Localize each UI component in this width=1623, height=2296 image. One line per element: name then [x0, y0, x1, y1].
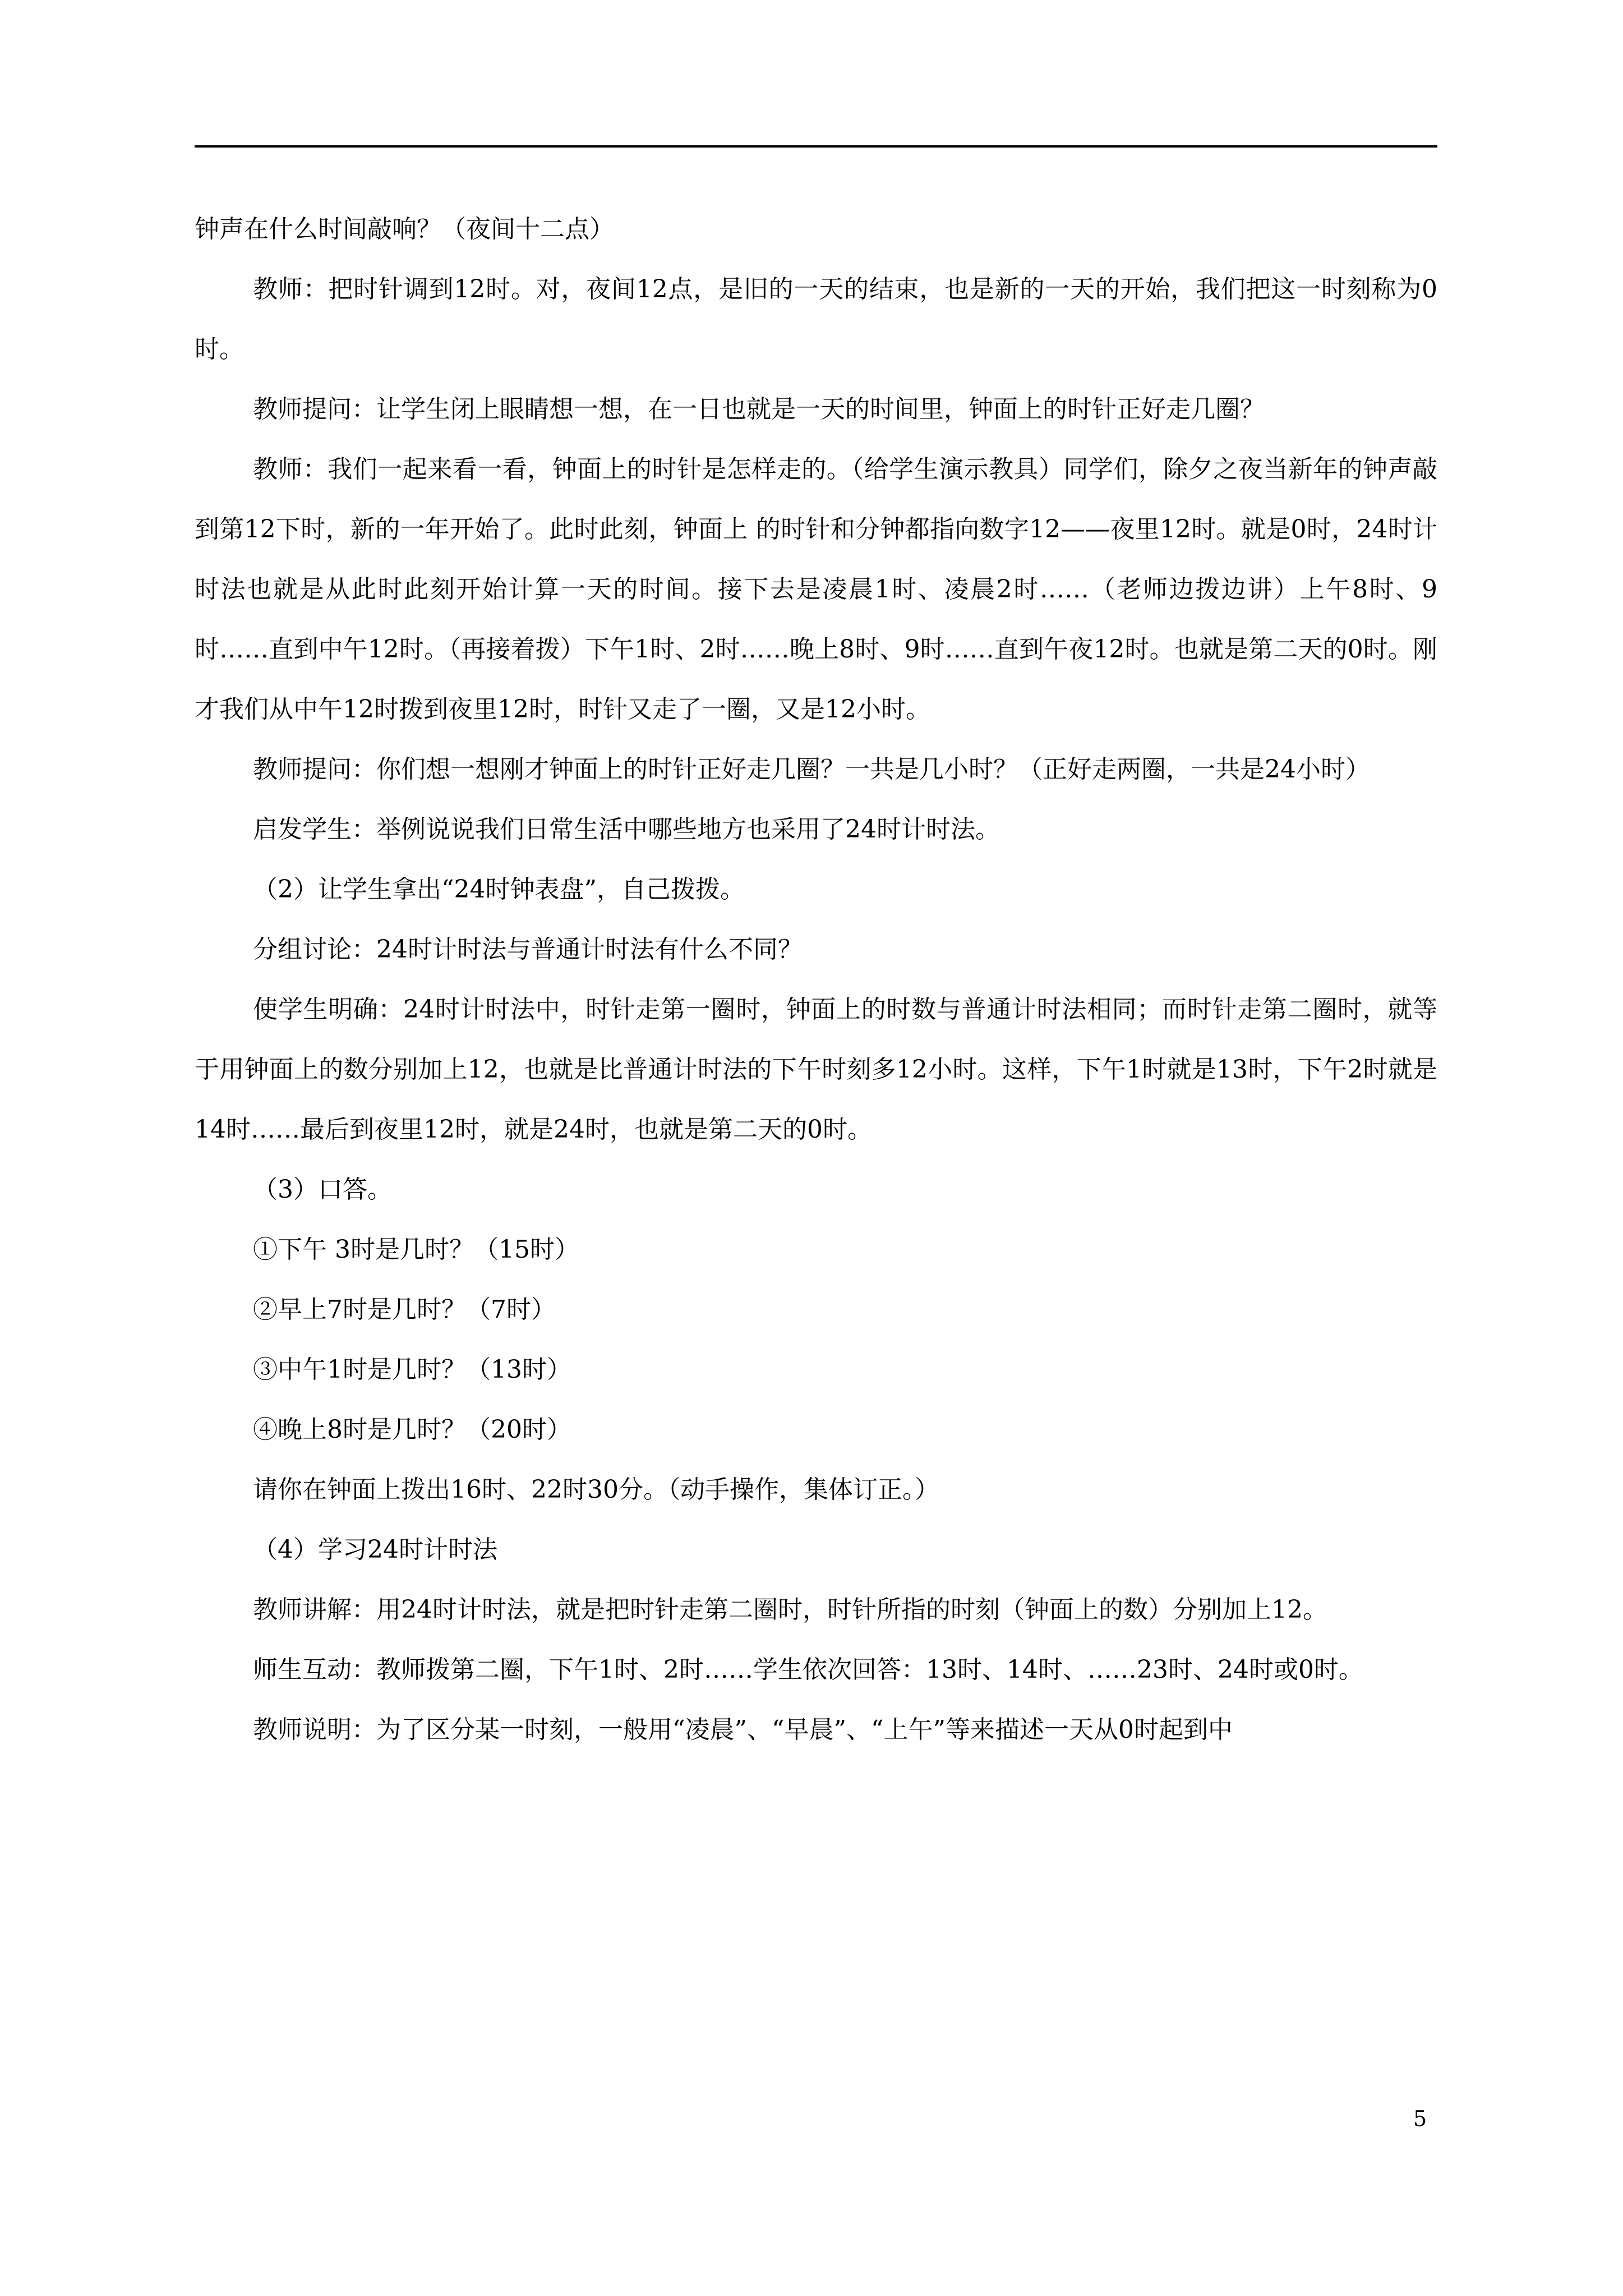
paragraph: ②早上7时是几时？（7时）	[253, 1295, 556, 1324]
paragraph: （3）口答。	[253, 1175, 392, 1204]
paragraph: 教师：我们一起来看一看，钟面上的时针是怎样走的。（给学生演示教具）同学们，除夕之夜当新年的钟声敲到第12下时，新的一年开始了。此时此刻，钟面上 的时针和分钟都指向数字12——夜里12时。就是0时，24时计时法也就是从此时此刻开始计算一天的时间。接下去是凌晨1时、凌晨2时……（老师边拨边讲）上午8时、9时……直到中午12时。（再接着拨）下午1时、2时……晚上8时、9时……直到午夜12时。也就是第二天的0时。刚才我们从中午12时拨到夜里12时，时针又走了一圈，又是12小时。	[195, 455, 1437, 724]
paragraph: 请你在钟面上拨出16时、22时30分。（动手操作，集体订正。）	[253, 1475, 939, 1504]
paragraph: 师生互动：教师拨第二圈，下午1时、2时……学生依次回答：13时、14时、……23时、24时或0时。	[253, 1655, 1363, 1684]
paragraph: 钟声在什么时间敲响？（夜间十二点）	[195, 215, 614, 243]
paragraph: 教师讲解：用24时计时法，就是把时针走第二圈时，时针所指的时刻（钟面上的数）分别加上12。	[253, 1595, 1327, 1624]
paragraph: 教师提问：让学生闭上眼睛想一想，在一日也就是一天的时间里，钟面上的时针正好走几圈？	[253, 395, 1265, 424]
paragraph: ④晚上8时是几时？（20时）	[253, 1415, 571, 1444]
paragraph: （4）学习24时计时法	[253, 1535, 497, 1564]
paragraph: （2）让学生拿出“24时钟表盘”，自己拨拨。	[253, 875, 745, 904]
paragraph: 教师提问：你们想一想刚才钟面上的时针正好走几圈？一共是几小时？（正好走两圈，一共是24小时）	[253, 755, 1370, 784]
paragraph: 启发学生：举例说说我们日常生活中哪些地方也采用了24时计时法。	[253, 815, 1000, 844]
paragraph: 教师：把时针调到12时。对，夜间12点，是旧的一天的结束，也是新的一天的开始，我们把这一时刻称为0时。	[195, 275, 1437, 364]
paragraph: ①下午 3时是几时？（15时）	[253, 1235, 579, 1264]
page-number: 5	[1413, 2106, 1427, 2131]
paragraph: ③中午1时是几时？（13时）	[253, 1355, 571, 1384]
paragraph: 教师说明：为了区分某一时刻，一般用“凌晨”、“早晨”、“上午”等来描述一天从0时起到中	[253, 1715, 1233, 1744]
header-rule	[195, 145, 1437, 148]
paragraph: 分组讨论：24时计时法与普通计时法有什么不同？	[253, 935, 803, 964]
paragraph: 使学生明确：24时计时法中，时针走第一圈时，钟面上的时数与普通计时法相同；而时针走第二圈时，就等于用钟面上的数分别加上12，也就是比普通计时法的下午时刻多12小时。这样，下午1时就是13时，下午2时就是14时……最后到夜里12时，就是24时，也就是第二天的0时。	[195, 995, 1437, 1144]
body-text	[195, 199, 1437, 1760]
